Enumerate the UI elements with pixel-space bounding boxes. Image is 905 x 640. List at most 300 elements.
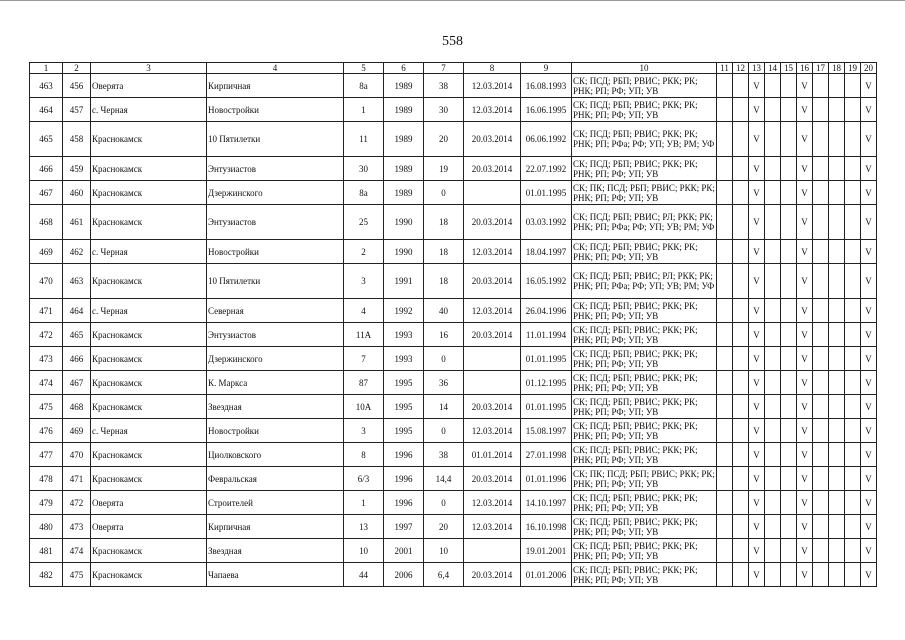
mark-cell-col-16: V (797, 157, 813, 181)
row-number-cell: 475 (30, 395, 63, 419)
mark-cell-col-12 (733, 419, 749, 443)
mark-cell-col-13: V (749, 371, 765, 395)
locality-cell: Краснокамск (91, 323, 207, 347)
mark-cell-col-16: V (797, 299, 813, 323)
house-number-cell: 44 (344, 563, 384, 587)
table-row (30, 539, 877, 563)
mark-cell-col-12 (733, 443, 749, 467)
mark-cell-col-11 (717, 157, 733, 181)
mark-cell-col-13: V (749, 323, 765, 347)
mark-cell-col-17 (813, 419, 829, 443)
survey-date-cell: 20.03.2014 (464, 467, 521, 491)
element-codes-cell: СК; ПСД; РБП; РВИС; РКК; РК; РНК; РП; РФ; УП; УВ (572, 157, 717, 181)
house-number-cell: 1 (344, 491, 384, 515)
record-id-cell: 456 (63, 74, 91, 98)
element-codes-cell: СК; ПСД; РБП; РВИС; РКК; РК; РНК; РП; РФ; УП; УВ (572, 74, 717, 98)
column-header: 4 (207, 63, 344, 74)
house-number-cell: 10 (344, 539, 384, 563)
house-number-cell: 2 (344, 240, 384, 264)
record-id-cell: 474 (63, 539, 91, 563)
mark-cell-col-16: V (797, 323, 813, 347)
mark-cell-col-19 (845, 563, 861, 587)
mark-cell-col-17 (813, 563, 829, 587)
build-year-cell: 1992 (384, 299, 424, 323)
mark-cell-col-12 (733, 491, 749, 515)
mark-cell-col-12 (733, 98, 749, 122)
commission-date-cell: 16.08.1993 (521, 74, 572, 98)
mark-cell-col-11 (717, 515, 733, 539)
house-number-cell: 87 (344, 371, 384, 395)
table-row (30, 98, 877, 122)
mark-cell-col-18 (829, 264, 845, 299)
mark-cell-col-11 (717, 395, 733, 419)
mark-cell-col-18 (829, 98, 845, 122)
housing-register-table (29, 62, 877, 587)
build-year-cell: 1995 (384, 419, 424, 443)
mark-cell-col-19 (845, 205, 861, 240)
wear-percent-cell: 18 (424, 205, 464, 240)
mark-cell-col-16: V (797, 371, 813, 395)
record-id-cell: 459 (63, 157, 91, 181)
mark-cell-col-15 (781, 205, 797, 240)
record-id-cell: 468 (63, 395, 91, 419)
build-year-cell: 1995 (384, 371, 424, 395)
house-number-cell: 8 (344, 443, 384, 467)
mark-cell-col-16: V (797, 563, 813, 587)
mark-cell-col-18 (829, 419, 845, 443)
locality-cell: с. Черная (91, 419, 207, 443)
commission-date-cell: 16.10.1998 (521, 515, 572, 539)
commission-date-cell: 22.07.1992 (521, 157, 572, 181)
table-row (30, 205, 877, 240)
locality-cell: Краснокамск (91, 563, 207, 587)
house-number-cell: 1 (344, 98, 384, 122)
mark-cell-col-20: V (861, 98, 877, 122)
mark-cell-col-16: V (797, 205, 813, 240)
element-codes-cell: СК; ПСД; РБП; РВИС; РКК; РК; РНК; РП; РФ; УП; УВ (572, 515, 717, 539)
mark-cell-col-16: V (797, 419, 813, 443)
record-id-cell: 466 (63, 347, 91, 371)
mark-cell-col-18 (829, 74, 845, 98)
mark-cell-col-13: V (749, 240, 765, 264)
mark-cell-col-16: V (797, 539, 813, 563)
street-cell: Энтузиастов (207, 157, 344, 181)
build-year-cell: 1993 (384, 323, 424, 347)
mark-cell-col-16: V (797, 98, 813, 122)
mark-cell-col-18 (829, 240, 845, 264)
column-header: 16 (797, 63, 813, 74)
mark-cell-col-20: V (861, 539, 877, 563)
mark-cell-col-14 (765, 299, 781, 323)
street-cell: Энтузиастов (207, 323, 344, 347)
street-cell: К. Маркса (207, 371, 344, 395)
survey-date-cell: 20.03.2014 (464, 563, 521, 587)
house-number-cell: 8а (344, 181, 384, 205)
element-codes-cell: СК; ПСД; РБП; РВИС; РКК; РК; РНК; РП; РФа; РФ; УП; УВ; РМ; УФ (572, 122, 717, 157)
table-row (30, 563, 877, 587)
mark-cell-col-14 (765, 467, 781, 491)
survey-date-cell (464, 347, 521, 371)
column-header: 14 (765, 63, 781, 74)
mark-cell-col-13: V (749, 98, 765, 122)
mark-cell-col-17 (813, 515, 829, 539)
mark-cell-col-15 (781, 299, 797, 323)
survey-date-cell (464, 539, 521, 563)
mark-cell-col-19 (845, 491, 861, 515)
street-cell: Звездная (207, 539, 344, 563)
wear-percent-cell: 14,4 (424, 467, 464, 491)
street-cell: 10 Пятилетки (207, 122, 344, 157)
mark-cell-col-20: V (861, 395, 877, 419)
wear-percent-cell: 19 (424, 157, 464, 181)
mark-cell-col-20: V (861, 323, 877, 347)
mark-cell-col-14 (765, 491, 781, 515)
mark-cell-col-13: V (749, 347, 765, 371)
record-id-cell: 471 (63, 467, 91, 491)
record-id-cell: 472 (63, 491, 91, 515)
row-number-cell: 466 (30, 157, 63, 181)
column-header: 3 (91, 63, 207, 74)
mark-cell-col-13: V (749, 205, 765, 240)
row-number-cell: 463 (30, 74, 63, 98)
mark-cell-col-17 (813, 98, 829, 122)
mark-cell-col-20: V (861, 240, 877, 264)
row-number-cell: 468 (30, 205, 63, 240)
commission-date-cell: 11.01.1994 (521, 323, 572, 347)
element-codes-cell: СК; ПСД; РБП; РВИС; РКК; РК; РНК; РП; РФ; УП; УВ (572, 323, 717, 347)
build-year-cell: 1989 (384, 74, 424, 98)
mark-cell-col-13: V (749, 467, 765, 491)
house-number-cell: 4 (344, 299, 384, 323)
element-codes-cell: СК; ПК; ПСД; РБП; РВИС; РКК; РК; РНК; РП; РФ; УП; УВ (573, 182, 715, 203)
element-codes-cell: СК; ПСД; РБП; РВИС; РКК; РК; РНК; РП; РФ; УП; УВ (572, 347, 717, 371)
mark-cell-col-20: V (861, 122, 877, 157)
mark-cell-col-15 (781, 122, 797, 157)
mark-cell-col-15 (781, 419, 797, 443)
mark-cell-col-13: V (749, 395, 765, 419)
mark-cell-col-20: V (861, 74, 877, 98)
mark-cell-col-11 (717, 563, 733, 587)
column-header: 1 (30, 63, 63, 74)
wear-percent-cell: 18 (424, 264, 464, 299)
commission-date-cell: 19.01.2001 (521, 539, 572, 563)
mark-cell-col-11 (717, 264, 733, 299)
mark-cell-col-16: V (797, 347, 813, 371)
street-cell: Новостройки (207, 240, 344, 264)
mark-cell-col-15 (781, 443, 797, 467)
row-number-cell: 477 (30, 443, 63, 467)
mark-cell-col-13: V (749, 491, 765, 515)
mark-cell-col-14 (765, 563, 781, 587)
mark-cell-col-14 (765, 157, 781, 181)
wear-percent-cell: 36 (424, 371, 464, 395)
record-id-cell: 460 (63, 181, 91, 205)
column-header: 2 (63, 63, 91, 74)
record-id-cell: 457 (63, 98, 91, 122)
locality-cell: Краснокамск (91, 181, 207, 205)
mark-cell-col-17 (813, 491, 829, 515)
mark-cell-col-13: V (749, 515, 765, 539)
wear-percent-cell: 0 (424, 419, 464, 443)
mark-cell-col-17 (813, 539, 829, 563)
row-number-cell: 470 (30, 264, 63, 299)
mark-cell-col-17 (813, 74, 829, 98)
mark-cell-col-12 (733, 74, 749, 98)
mark-cell-col-13: V (749, 157, 765, 181)
record-id-cell: 464 (63, 299, 91, 323)
mark-cell-col-17 (813, 122, 829, 157)
street-cell: Строителей (207, 491, 344, 515)
mark-cell-col-12 (733, 205, 749, 240)
survey-date-cell: 20.03.2014 (464, 157, 521, 181)
mark-cell-col-16: V (797, 491, 813, 515)
wear-percent-cell: 20 (424, 122, 464, 157)
record-id-cell: 465 (63, 323, 91, 347)
wear-percent-cell: 0 (424, 491, 464, 515)
survey-date-cell: 12.03.2014 (464, 299, 521, 323)
survey-date-cell: 20.03.2014 (464, 323, 521, 347)
mark-cell-col-11 (717, 539, 733, 563)
commission-date-cell: 01.01.1995 (521, 181, 572, 205)
element-codes-cell: СК; ПСД; РБП; РВИС; РКК; РК; РНК; РП; РФ; УП; УВ (572, 563, 717, 587)
mark-cell-col-11 (717, 371, 733, 395)
mark-cell-col-18 (829, 181, 845, 205)
element-codes-cell: СК; ПСД; РБП; РВИС; РКК; РК; РНК; РП; РФ; УП; УВ (572, 371, 717, 395)
mark-cell-col-11 (717, 419, 733, 443)
mark-cell-col-20: V (861, 491, 877, 515)
wear-percent-cell: 38 (424, 74, 464, 98)
mark-cell-col-20: V (861, 347, 877, 371)
mark-cell-col-19 (845, 98, 861, 122)
column-header: 18 (829, 63, 845, 74)
mark-cell-col-12 (733, 122, 749, 157)
element-codes-cell: СК; ПСД; РБП; РВИС; РКК; РК; РНК; РП; РФ; УП; УВ (572, 443, 717, 467)
mark-cell-col-11 (717, 74, 733, 98)
mark-cell-col-15 (781, 515, 797, 539)
build-year-cell: 1997 (384, 515, 424, 539)
locality-cell: Краснокамск (91, 443, 207, 467)
survey-date-cell: 20.03.2014 (464, 122, 521, 157)
mark-cell-col-18 (829, 299, 845, 323)
mark-cell-col-20: V (861, 205, 877, 240)
element-codes-cell: СК; ПСД; РБП; РВИС; РКК; РК; РНК; РП; РФ; УП; УВ (572, 299, 717, 323)
mark-cell-col-20: V (861, 264, 877, 299)
table-row (30, 515, 877, 539)
survey-date-cell: 12.03.2014 (464, 515, 521, 539)
commission-date-cell: 16.05.1992 (521, 264, 572, 299)
mark-cell-col-12 (733, 157, 749, 181)
record-id-cell: 467 (63, 371, 91, 395)
mark-cell-col-15 (781, 347, 797, 371)
mark-cell-col-17 (813, 205, 829, 240)
mark-cell-col-11 (717, 181, 733, 205)
mark-cell-col-16: V (797, 443, 813, 467)
commission-date-cell: 03.03.1992 (521, 205, 572, 240)
mark-cell-col-12 (733, 240, 749, 264)
mark-cell-col-15 (781, 264, 797, 299)
mark-cell-col-19 (845, 515, 861, 539)
mark-cell-col-14 (765, 539, 781, 563)
mark-cell-col-20: V (861, 371, 877, 395)
mark-cell-col-19 (845, 443, 861, 467)
mark-cell-col-14 (765, 515, 781, 539)
mark-cell-col-15 (781, 157, 797, 181)
mark-cell-col-16: V (797, 74, 813, 98)
mark-cell-col-19 (845, 240, 861, 264)
street-cell: Дзержинского (207, 347, 344, 371)
survey-date-cell (464, 181, 521, 205)
locality-cell: Краснокамск (91, 157, 207, 181)
locality-cell: Оверята (91, 491, 207, 515)
table-row (30, 395, 877, 419)
survey-date-cell: 12.03.2014 (464, 74, 521, 98)
column-header: 12 (733, 63, 749, 74)
wear-percent-cell: 20 (424, 515, 464, 539)
mark-cell-col-18 (829, 563, 845, 587)
mark-cell-col-11 (717, 299, 733, 323)
mark-cell-col-18 (829, 122, 845, 157)
table-row (30, 181, 877, 205)
mark-cell-col-15 (781, 371, 797, 395)
mark-cell-col-17 (813, 443, 829, 467)
column-header: 9 (521, 63, 572, 74)
mark-cell-col-12 (733, 371, 749, 395)
element-codes-cell: СК; ПСД; РБП; РВИС; РКК; РК; РНК; РП; РФ; УП; УВ (572, 98, 717, 122)
column-header: 8 (464, 63, 521, 74)
street-cell: Кирпичная (207, 74, 344, 98)
house-number-cell: 3 (344, 419, 384, 443)
build-year-cell: 1989 (384, 98, 424, 122)
commission-date-cell: 18.04.1997 (521, 240, 572, 264)
mark-cell-col-18 (829, 205, 845, 240)
mark-cell-col-18 (829, 347, 845, 371)
mark-cell-col-11 (717, 205, 733, 240)
wear-percent-cell: 40 (424, 299, 464, 323)
street-cell: Кирпичная (207, 515, 344, 539)
house-number-cell: 11 (344, 122, 384, 157)
row-number-cell: 473 (30, 347, 63, 371)
wear-percent-cell: 16 (424, 323, 464, 347)
mark-cell-col-13: V (749, 299, 765, 323)
row-number-cell: 464 (30, 98, 63, 122)
locality-cell: Краснокамск (91, 264, 207, 299)
survey-date-cell: 20.03.2014 (464, 264, 521, 299)
row-number-cell: 474 (30, 371, 63, 395)
table-row (30, 264, 877, 299)
build-year-cell: 1995 (384, 395, 424, 419)
mark-cell-col-13: V (749, 181, 765, 205)
record-id-cell: 461 (63, 205, 91, 240)
mark-cell-col-17 (813, 467, 829, 491)
build-year-cell: 2006 (384, 563, 424, 587)
street-cell: Северная (207, 299, 344, 323)
record-id-cell: 458 (63, 122, 91, 157)
commission-date-cell: 06.06.1992 (521, 122, 572, 157)
commission-date-cell: 01.12.1995 (521, 371, 572, 395)
scan-top-edge (0, 0, 905, 1)
house-number-cell: 8а (344, 74, 384, 98)
mark-cell-col-15 (781, 98, 797, 122)
mark-cell-col-11 (717, 347, 733, 371)
row-number-cell: 479 (30, 491, 63, 515)
locality-cell: Краснокамск (91, 205, 207, 240)
street-cell: Энтузиастов (207, 205, 344, 240)
mark-cell-col-17 (813, 323, 829, 347)
mark-cell-col-14 (765, 205, 781, 240)
mark-cell-col-14 (765, 122, 781, 157)
build-year-cell: 1991 (384, 264, 424, 299)
build-year-cell: 1989 (384, 122, 424, 157)
build-year-cell: 1989 (384, 181, 424, 205)
house-number-cell: 6/3 (344, 467, 384, 491)
mark-cell-col-19 (845, 264, 861, 299)
house-number-cell: 11А (344, 323, 384, 347)
mark-cell-col-18 (829, 443, 845, 467)
locality-cell: Краснокамск (91, 371, 207, 395)
mark-cell-col-19 (845, 395, 861, 419)
house-number-cell: 13 (344, 515, 384, 539)
build-year-cell: 1996 (384, 491, 424, 515)
commission-date-cell: 27.01.1998 (521, 443, 572, 467)
survey-date-cell: 12.03.2014 (464, 98, 521, 122)
mark-cell-col-20: V (861, 181, 877, 205)
wear-percent-cell: 0 (424, 181, 464, 205)
element-codes-cell: СК; ПСД; РБП; РВИС; РКК; РК; РНК; РП; РФ; УП; УВ (572, 539, 717, 563)
house-number-cell: 10А (344, 395, 384, 419)
mark-cell-col-15 (781, 563, 797, 587)
table-row (30, 443, 877, 467)
mark-cell-col-12 (733, 515, 749, 539)
record-id-cell: 475 (63, 563, 91, 587)
mark-cell-col-12 (733, 299, 749, 323)
mark-cell-col-18 (829, 157, 845, 181)
table-row (30, 347, 877, 371)
survey-date-cell: 20.03.2014 (464, 205, 521, 240)
mark-cell-col-12 (733, 395, 749, 419)
mark-cell-col-17 (813, 395, 829, 419)
build-year-cell: 1989 (384, 157, 424, 181)
row-number-cell: 476 (30, 419, 63, 443)
locality-cell: Краснокамск (91, 467, 207, 491)
mark-cell-col-19 (845, 323, 861, 347)
mark-cell-col-11 (717, 98, 733, 122)
street-cell: Новостройки (207, 419, 344, 443)
mark-cell-col-11 (717, 323, 733, 347)
mark-cell-col-12 (733, 264, 749, 299)
locality-cell: с. Черная (91, 240, 207, 264)
build-year-cell: 1990 (384, 205, 424, 240)
column-header: 13 (749, 63, 765, 74)
row-number-cell: 467 (30, 181, 63, 205)
mark-cell-col-18 (829, 515, 845, 539)
row-number-cell: 478 (30, 467, 63, 491)
record-id-cell: 470 (63, 443, 91, 467)
house-number-cell: 25 (344, 205, 384, 240)
mark-cell-col-16: V (797, 515, 813, 539)
mark-cell-col-17 (813, 157, 829, 181)
survey-date-cell: 12.03.2014 (464, 419, 521, 443)
build-year-cell: 2001 (384, 539, 424, 563)
commission-date-cell: 01.01.1995 (521, 347, 572, 371)
element-codes-cell: СК; ПСД; РБП; РВИС; РКК; РК; РНК; РП; РФ; УП; УВ (572, 395, 717, 419)
mark-cell-col-19 (845, 467, 861, 491)
table-row (30, 491, 877, 515)
mark-cell-col-12 (733, 539, 749, 563)
table-row (30, 240, 877, 264)
mark-cell-col-11 (717, 240, 733, 264)
commission-date-cell: 01.01.1996 (521, 467, 572, 491)
mark-cell-col-19 (845, 419, 861, 443)
